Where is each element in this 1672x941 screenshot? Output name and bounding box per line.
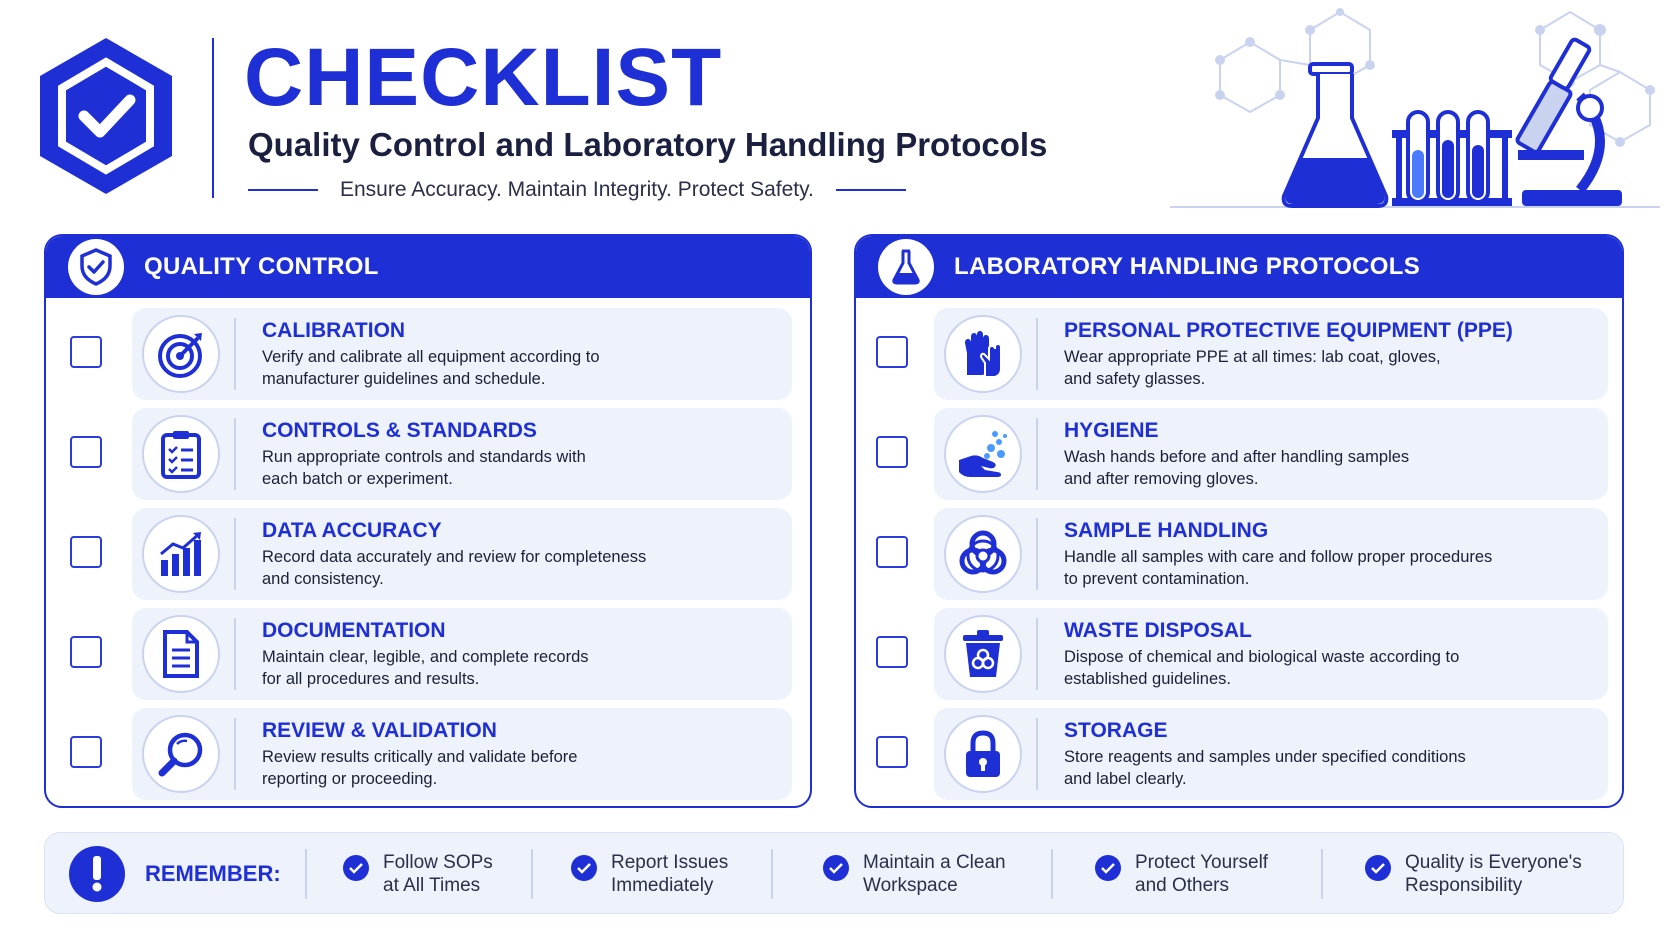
lab-equipment-illustration	[1160, 0, 1672, 215]
remember-text-line-2: Immediately	[611, 875, 714, 896]
page-subtitle: Quality Control and Laboratory Handling Protocols	[248, 126, 1048, 163]
hygiene-desc	[1064, 446, 1534, 490]
remember-item	[343, 851, 493, 897]
remember-text-line-1: Maintain a Clean	[863, 852, 1006, 873]
desc-line-1: Run appropriate controls and standards with	[262, 448, 586, 466]
item-separator	[1036, 518, 1038, 590]
waste-disposal-desc	[1064, 646, 1584, 690]
data-accuracy-desc	[262, 546, 732, 590]
remember-text-line-1: Follow SOPs	[383, 852, 493, 873]
remember-item-text	[863, 851, 1006, 897]
sample-handling-item	[934, 508, 1608, 600]
hygiene-item	[934, 408, 1608, 500]
item-separator	[234, 618, 236, 690]
bar-chart-icon	[142, 515, 220, 593]
tagline-rule-right	[836, 189, 906, 191]
remember-bar	[44, 832, 1624, 914]
item-separator	[1036, 318, 1038, 390]
controls-standards-checkbox[interactable]	[70, 436, 102, 468]
remember-item-text	[1135, 851, 1268, 897]
quality-control-header	[46, 236, 810, 298]
remember-separator	[771, 849, 773, 899]
header-divider	[212, 38, 214, 198]
remember-text-line-2: Workspace	[863, 875, 958, 896]
remember-text-line-2: at All Times	[383, 875, 481, 896]
clipboard-icon	[142, 415, 220, 493]
item-separator	[234, 518, 236, 590]
target-icon	[142, 315, 220, 393]
check-circle-icon	[1095, 855, 1121, 881]
tagline-rule-left	[248, 189, 318, 191]
desc-line-1: Handle all samples with care and follow proper procedures	[1064, 548, 1493, 566]
remember-item-text	[1405, 851, 1582, 897]
data-accuracy-item	[132, 508, 792, 600]
desc-line-2: and label clearly.	[1064, 770, 1187, 788]
data-accuracy-title: DATA ACCURACY	[262, 519, 442, 542]
calibration-checkbox[interactable]	[70, 336, 102, 368]
ppe-checkbox[interactable]	[876, 336, 908, 368]
storage-item	[934, 708, 1608, 800]
exclamation-icon	[69, 846, 125, 902]
desc-line-1: Wash hands before and after handling samples	[1064, 448, 1410, 466]
remember-item	[823, 851, 1006, 897]
remember-label: REMEMBER:	[145, 861, 281, 886]
storage-checkbox[interactable]	[876, 736, 908, 768]
documentation-checkbox[interactable]	[70, 636, 102, 668]
gloves-icon	[944, 315, 1022, 393]
quality-control-title: QUALITY CONTROL	[144, 253, 379, 280]
remember-item	[1095, 851, 1268, 897]
biohazard-icon	[944, 515, 1022, 593]
remember-text-line-2: and Others	[1135, 875, 1229, 896]
desc-line-2: and safety glasses.	[1064, 370, 1206, 388]
sample-handling-desc	[1064, 546, 1584, 590]
remember-text-line-1: Report Issues	[611, 852, 729, 873]
desc-line-1: Store reagents and samples under specified conditions	[1064, 748, 1466, 766]
item-separator	[234, 318, 236, 390]
controls-standards-item	[132, 408, 792, 500]
calibration-desc	[262, 346, 732, 390]
calibration-title: CALIBRATION	[262, 319, 406, 342]
item-separator	[1036, 418, 1038, 490]
remember-item	[571, 851, 728, 897]
controls-standards-title: CONTROLS & STANDARDS	[262, 419, 537, 442]
remember-item-text	[611, 851, 728, 897]
check-circle-icon	[1365, 855, 1391, 881]
review-validation-checkbox[interactable]	[70, 736, 102, 768]
review-validation-item	[132, 708, 792, 800]
remember-item-text	[383, 851, 493, 897]
microscope-icon	[1516, 38, 1622, 206]
hygiene-title: HYGIENE	[1064, 419, 1159, 442]
checklist-shield-logo-icon	[36, 36, 176, 196]
item-separator	[1036, 718, 1038, 790]
lab-handling-title: LABORATORY HANDLING PROTOCOLS	[954, 253, 1421, 280]
desc-line-1: Maintain clear, legible, and complete records	[262, 648, 589, 666]
desc-line-1: Review results critically and validate before	[262, 748, 578, 766]
remember-separator	[531, 849, 533, 899]
remember-text-line-2: Responsibility	[1405, 875, 1523, 896]
desc-line-2: to prevent contamination.	[1064, 570, 1250, 588]
ppe-title: PERSONAL PROTECTIVE EQUIPMENT (PPE)	[1064, 319, 1513, 342]
remember-separator	[1051, 849, 1053, 899]
waste-disposal-item	[934, 608, 1608, 700]
waste-disposal-checkbox[interactable]	[876, 636, 908, 668]
check-circle-icon	[823, 855, 849, 881]
desc-line-1: Verify and calibrate all equipment according to	[262, 348, 600, 366]
sample-handling-title: SAMPLE HANDLING	[1064, 519, 1269, 542]
handwash-icon	[944, 415, 1022, 493]
item-separator	[1036, 618, 1038, 690]
remember-separator	[305, 849, 307, 899]
page-title: CHECKLIST	[244, 32, 723, 123]
shield-check-icon	[68, 239, 124, 295]
controls-standards-desc	[262, 446, 732, 490]
flask-icon	[878, 239, 934, 295]
hygiene-checkbox[interactable]	[876, 436, 908, 468]
test-tube-rack-icon	[1392, 112, 1512, 206]
item-separator	[234, 718, 236, 790]
storage-title: STORAGE	[1064, 719, 1168, 742]
erlenmeyer-flask-icon	[1284, 64, 1387, 206]
desc-line-1: Wear appropriate PPE at all times: lab coat, gloves,	[1064, 348, 1441, 366]
padlock-icon	[944, 715, 1022, 793]
documentation-title: DOCUMENTATION	[262, 619, 446, 642]
tagline	[248, 178, 958, 202]
review-validation-desc	[262, 746, 732, 790]
remember-separator	[1321, 849, 1323, 899]
desc-line-2: established guidelines.	[1064, 670, 1231, 688]
desc-line-2: and consistency.	[262, 570, 384, 588]
desc-line-1: Record data accurately and review for completeness	[262, 548, 647, 566]
lab-handling-header	[856, 236, 1622, 298]
waste-disposal-title: WASTE DISPOSAL	[1064, 619, 1252, 642]
sample-handling-checkbox[interactable]	[876, 536, 908, 568]
desc-line-2: reporting or proceeding.	[262, 770, 438, 788]
remember-text-line-1: Quality is Everyone's	[1405, 852, 1582, 873]
check-circle-icon	[343, 855, 369, 881]
desc-line-1: Dispose of chemical and biological waste according to	[1064, 648, 1460, 666]
desc-line-2: each batch or experiment.	[262, 470, 453, 488]
ppe-item	[934, 308, 1608, 400]
storage-desc	[1064, 746, 1584, 790]
item-separator	[234, 418, 236, 490]
desc-line-2: for all procedures and results.	[262, 670, 480, 688]
tagline-text: Ensure Accuracy. Maintain Integrity. Protect Safety.	[340, 178, 814, 201]
biohazard-bin-icon	[944, 615, 1022, 693]
desc-line-2: manufacturer guidelines and schedule.	[262, 370, 546, 388]
document-icon	[142, 615, 220, 693]
magnifier-icon	[142, 715, 220, 793]
review-validation-title: REVIEW & VALIDATION	[262, 719, 497, 742]
documentation-desc	[262, 646, 732, 690]
data-accuracy-checkbox[interactable]	[70, 536, 102, 568]
calibration-item	[132, 308, 792, 400]
documentation-item	[132, 608, 792, 700]
remember-item	[1365, 851, 1582, 897]
desc-line-2: and after removing gloves.	[1064, 470, 1259, 488]
ppe-desc	[1064, 346, 1534, 390]
check-circle-icon	[571, 855, 597, 881]
remember-text-line-1: Protect Yourself	[1135, 852, 1269, 873]
